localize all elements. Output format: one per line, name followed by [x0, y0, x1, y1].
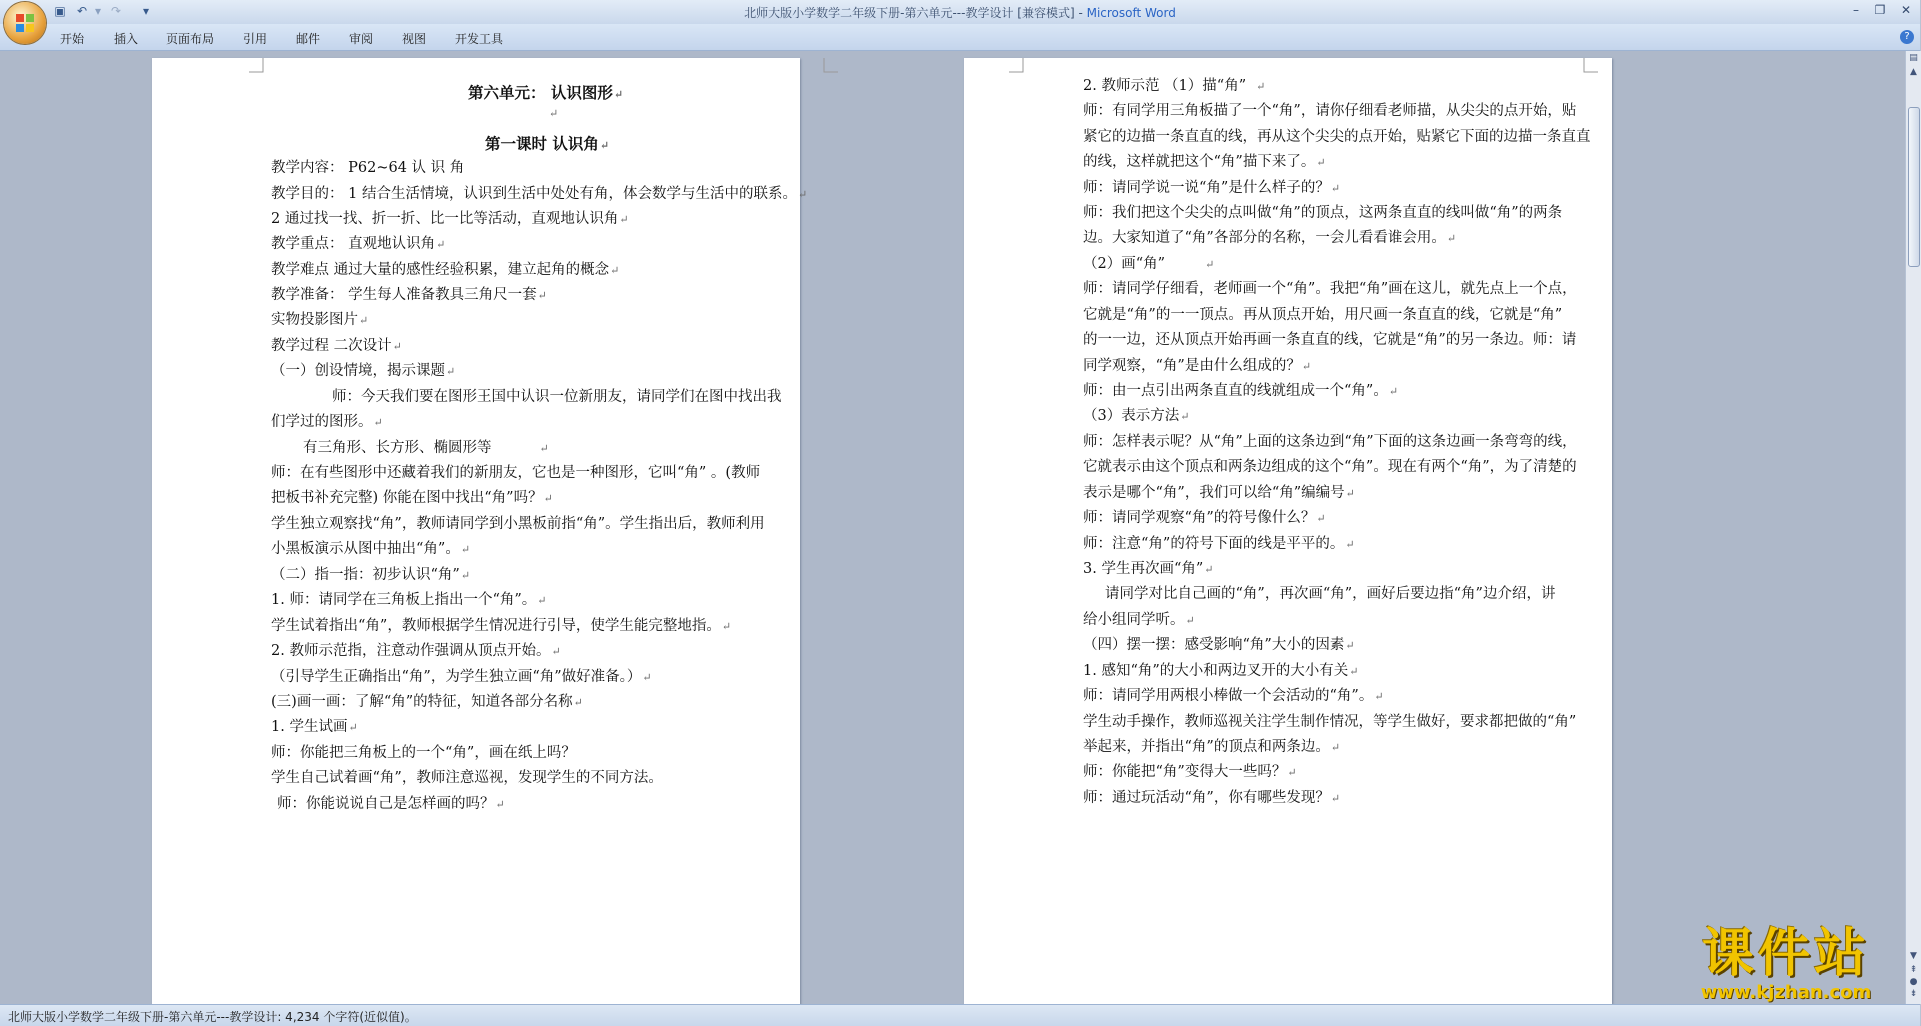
- paragraph: 小黑板演示从图中抽出“角”。↵: [271, 541, 471, 557]
- paragraph: 师：在有些图形中还藏着我们的新朋友，它也是一种图形，它叫“角” 。(教师: [271, 465, 761, 481]
- watermark-url: www.kjzhan.com: [1700, 982, 1872, 1003]
- tab-home[interactable]: 开始: [60, 32, 85, 46]
- office-logo-icon: [15, 13, 35, 33]
- watermark-main: 课件站: [1701, 924, 1870, 984]
- tab-page-layout[interactable]: 页面布局: [166, 32, 215, 46]
- window-title: [0, 4, 1920, 21]
- tab-review[interactable]: 审阅: [349, 32, 374, 46]
- paragraph: 实物投影图片↵: [271, 312, 369, 328]
- tab-mailings[interactable]: 邮件: [296, 32, 321, 46]
- paragraph: 师：你能把三角板上的一个“角”，画在纸上吗？: [271, 745, 576, 761]
- paragraph: 学生独立观察找“角”，教师请同学到小黑板前指“角”。学生指出后，教师利用: [271, 516, 765, 532]
- paragraph: 师：通过玩活动“角”，你有哪些发现？↵: [1083, 790, 1341, 806]
- paragraph: 给小组同学听。↵: [1083, 612, 1195, 628]
- paragraph: 师：你能说说自己是怎样画的吗？↵: [277, 796, 505, 812]
- scroll-down-icon[interactable]: ▼: [1910, 951, 1917, 961]
- scroll-up-icon[interactable]: ▲: [1910, 67, 1917, 77]
- paragraph: 们学过的图形。↵: [271, 414, 383, 430]
- paragraph: 师：请同学用两根小棒做一个会活动的“角”。↵: [1083, 688, 1384, 704]
- paragraph: 它就表示由这个顶点和两条边组成的这个“角”。现在有两个“角”，为了清楚的: [1083, 459, 1577, 475]
- tab-view[interactable]: 视图: [402, 32, 427, 46]
- document-workspace: [0, 51, 1905, 1004]
- paragraph: （四）摆一摆：感受影响“角”大小的因素↵: [1083, 637, 1355, 653]
- save-icon[interactable]: ▣: [54, 4, 66, 18]
- crop-mark-icon: [249, 58, 263, 72]
- paragraph: 师：你能把“角”变得大一些吗？↵: [1083, 764, 1297, 780]
- paragraph: 1. 感知“角”的大小和两边叉开的大小有关↵: [1083, 663, 1359, 679]
- paragraph: 教学目的： 1 结合生活情境，认识到生活中处处有角，体会数学与生活中的联系。↵: [271, 186, 808, 202]
- paragraph: 2. 教师示范 （1）描“角” ↵: [1083, 78, 1266, 94]
- scrollbar-thumb[interactable]: [1908, 107, 1920, 267]
- app-name: Microsoft Word: [1086, 6, 1176, 20]
- paragraph: 师：我们把这个尖尖的点叫做“角”的顶点，这两条直直的线叫做“角”的两条: [1083, 205, 1563, 221]
- paragraph: 师：请同学说一说“角”是什么样子的？↵: [1083, 180, 1341, 196]
- customize-toolbar-icon[interactable]: ▾: [142, 4, 150, 18]
- paragraph: 学生试着指出“角”，教师根据学生情况进行引导，使学生能完整地指。↵: [271, 618, 732, 634]
- document-page-left[interactable]: [152, 58, 808, 1004]
- paragraph: (三)画一画：了解“角”的特征，知道各部分名称↵: [271, 694, 583, 710]
- paragraph: 请同学对比自己画的“角”，再次画“角”，画好后要边指“角”边介绍，讲: [1105, 586, 1556, 602]
- empty-paragraph: ↵: [549, 107, 559, 120]
- paragraph: 1. 师：请同学在三角板上指出一个“角”。↵: [271, 592, 547, 608]
- status-text: 北师大版小学数学二年级下册-第六单元---教学设计: 4,234 个字符(近似值)。: [8, 1010, 417, 1024]
- title-bar: [0, 0, 1920, 24]
- crop-mark-icon: [824, 58, 838, 72]
- paragraph: 师：有同学用三角板描了一个“角”，请你仔细看老师描，从尖尖的点开始，贴: [1083, 103, 1577, 119]
- paragraph: 它就是“角”的一一顶点。再从顶点开始，用尺画一条直直的线，它就是“角”: [1083, 307, 1563, 323]
- crop-mark-icon: [1009, 58, 1023, 72]
- paragraph: 同学观察，“角”是由什么组成的？↵: [1083, 358, 1312, 374]
- status-bar: [0, 1004, 1920, 1026]
- paragraph: 教学准备： 学生每人准备教具三角尺一套↵: [271, 287, 547, 303]
- paragraph: （2）画“角” ↵: [1083, 256, 1215, 272]
- tab-references[interactable]: 引用: [243, 32, 268, 46]
- office-button[interactable]: [4, 2, 46, 44]
- ruler-toggle-icon[interactable]: ▤: [1909, 53, 1918, 63]
- paragraph: （3）表示方法↵: [1083, 408, 1190, 424]
- paragraph: 师：怎样表示呢？从“角”上面的这条边到“角”下面的这条边画一条弯弯的线，: [1083, 434, 1577, 450]
- paragraph: 的线，这样就把这个“角”描下来了。↵: [1083, 154, 1326, 170]
- heading-unit: 第六单元： 认识图形↵: [468, 83, 624, 102]
- watermark-logo: [1668, 926, 1904, 1002]
- paragraph: 教学内容： P62~64 认 识 角: [271, 160, 465, 176]
- paragraph: （二）指一指：初步认识“角”↵: [271, 567, 471, 583]
- paragraph: 表示是哪个“角”，我们可以给“角”编编号↵: [1083, 485, 1355, 501]
- paragraph: 师：请同学仔细看，老师画一个“角”。我把“角”画在这儿，就先点上一个点，: [1083, 281, 1577, 297]
- help-icon[interactable]: ?: [1900, 30, 1914, 44]
- paragraph: 教学重点： 直观地认识角↵: [271, 236, 446, 252]
- paragraph: 把板书补充完整) 你能在图中找出“角”吗？↵: [271, 490, 553, 506]
- vertical-scrollbar[interactable]: [1905, 51, 1921, 1004]
- redo-icon[interactable]: ↷: [110, 4, 122, 18]
- minimize-icon[interactable]: –: [1853, 3, 1859, 17]
- paragraph: 1. 学生试画↵: [271, 719, 358, 735]
- tab-insert[interactable]: 插入: [114, 32, 139, 46]
- restore-icon[interactable]: ❐: [1874, 3, 1886, 17]
- undo-icon[interactable]: ↶: [76, 4, 88, 18]
- close-icon[interactable]: ✕: [1900, 3, 1912, 17]
- document-page-right[interactable]: [964, 58, 1612, 1004]
- paragraph: 师：今天我们要在图形王国中认识一位新朋友，请同学们在图中找出我: [332, 389, 782, 405]
- heading-lesson: 第一课时 认识角↵: [485, 134, 610, 153]
- undo-dropdown-icon[interactable]: ▾: [94, 4, 102, 18]
- tab-developer[interactable]: 开发工具: [455, 32, 504, 46]
- paragraph: （一）创设情境，揭示课题↵: [271, 363, 456, 379]
- paragraph: 边。大家知道了“角”各部分的名称，一会儿看看谁会用。↵: [1083, 230, 1457, 246]
- paragraph: 学生动手操作，教师巡视关注学生制作情况，等学生做好，要求都把做的“角”: [1083, 714, 1577, 730]
- paragraph: （引导学生正确指出“角”，为学生独立画“角”做好准备。）↵: [271, 669, 652, 685]
- paragraph: 学生自己试着画“角”，教师注意巡视，发现学生的不同方法。: [271, 770, 663, 786]
- paragraph: 2. 教师示范指，注意动作强调从顶点开始。↵: [271, 643, 561, 659]
- paragraph: 2 通过找一找、折一折、比一比等活动，直观地认识角↵: [271, 211, 629, 227]
- paragraph: 3. 学生再次画“角”↵: [1083, 561, 1214, 577]
- paragraph: 教学难点 通过大量的感性经验积累，建立起角的概念↵: [271, 262, 620, 278]
- paragraph: 举起来，并指出“角”的顶点和两条边。↵: [1083, 739, 1341, 755]
- crop-mark-icon: [1584, 58, 1598, 72]
- document-title: 北师大版小学数学二年级下册-第六单元---教学设计 [兼容模式] -: [744, 6, 1087, 20]
- paragraph: 的一一边，还从顶点开始再画一条直直的线，它就是“角”的另一条边。师：请: [1083, 332, 1577, 348]
- paragraph: 有三角形、长方形、椭圆形等 ↵: [303, 440, 549, 456]
- next-page-icon[interactable]: ⇟: [1909, 989, 1918, 999]
- paragraph: 师：注意“角”的符号下面的线是平平的。↵: [1083, 536, 1355, 552]
- paragraph: 教学过程 二次设计↵: [271, 338, 402, 354]
- paragraph: 师：由一点引出两条直直的线就组成一个“角”。↵: [1083, 383, 1399, 399]
- paragraph: 紧它的边描一条直直的线，再从这个尖尖的点开始，贴紧它下面的边描一条直直: [1083, 129, 1591, 145]
- browse-object-icon[interactable]: ●: [1909, 977, 1918, 987]
- previous-page-icon[interactable]: ⇞: [1909, 965, 1918, 975]
- ribbon-tabs: [0, 24, 1920, 51]
- paragraph: 师：请同学观察“角”的符号像什么？↵: [1083, 510, 1326, 526]
